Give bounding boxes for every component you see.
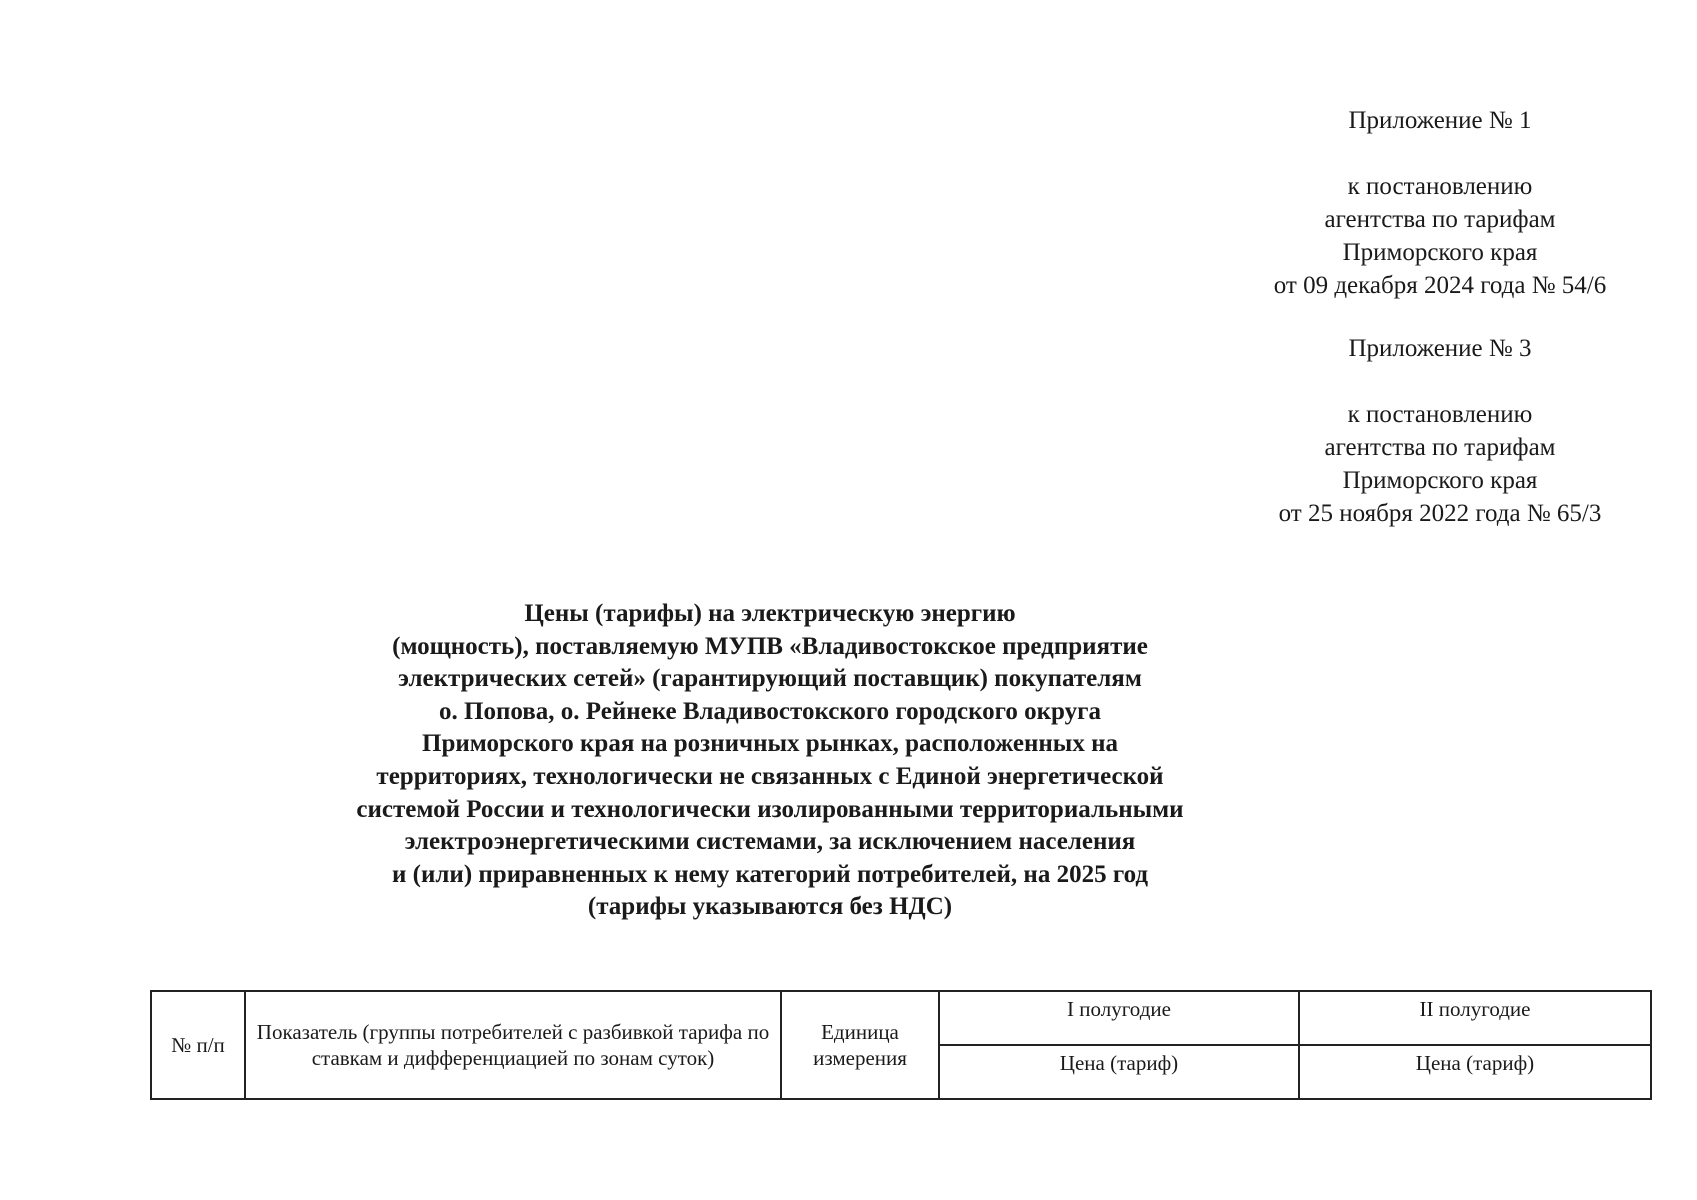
appendix-3-line: Приморского края [1342,467,1538,494]
title-line: (мощность), поставляемую МУПВ «Владивостокское предприятие [392,632,1148,660]
appendix-1-block [1180,104,1697,302]
appendix-3-line: к постановлению [1347,401,1533,428]
header-half-1: I полугодие [939,991,1299,1045]
title-line: Цены (тарифы) на электрическую энергию [524,600,1016,627]
title-line: системой России и технологически изолированными территориальными [356,795,1184,823]
header-price-2: Цена (тариф) [1299,1045,1651,1099]
title-line: (тарифы указываются без НДС) [587,893,953,921]
appendix-1-date: от 09 декабря 2024 года № 54/6 [1273,272,1607,299]
spacer [1180,365,1697,398]
appendix-3-block [1180,332,1697,530]
appendix-3-date: от 25 ноября 2022 года № 65/3 [1278,500,1602,527]
document-title [270,598,1270,924]
title-line: электрических сетей» (гарантирующий поставщик) покупателям [398,665,1142,693]
appendix-3-line: агентства по тарифам [1324,434,1556,461]
appendix-1-line: Приморского края [1342,239,1538,266]
title-line: Приморского края на розничных рынках, расположенных на [422,730,1118,758]
header-price-1: Цена (тариф) [939,1045,1299,1099]
spacer [1180,137,1697,170]
header-number: № п/п [151,991,245,1099]
header-indicator: Показатель (группы потребителей с разбивкой тарифа по ставкам и дифференциацией по зонам суток) [245,991,781,1099]
header-unit: Единица измерения [781,991,939,1099]
appendix-3-title: Приложение № 3 [1348,335,1532,362]
tariff-table [150,990,1652,1100]
table-header-row [151,991,1651,1045]
appendix-1-line: к постановлению [1347,173,1533,200]
title-line: и (или) приравненных к нему категорий потребителей, на 2025 год [392,860,1148,888]
title-line: электроэнергетическими системами, за исключением населения [404,828,1136,856]
title-line: территориях, технологически не связанных с Единой энергетической [376,762,1164,790]
header-half-2: II полугодие [1299,991,1651,1045]
title-line: о. Попова, о. Рейнеке Владивостокского городского округа [439,697,1101,725]
appendix-1-title: Приложение № 1 [1348,107,1532,134]
appendix-1-line: агентства по тарифам [1324,206,1556,233]
